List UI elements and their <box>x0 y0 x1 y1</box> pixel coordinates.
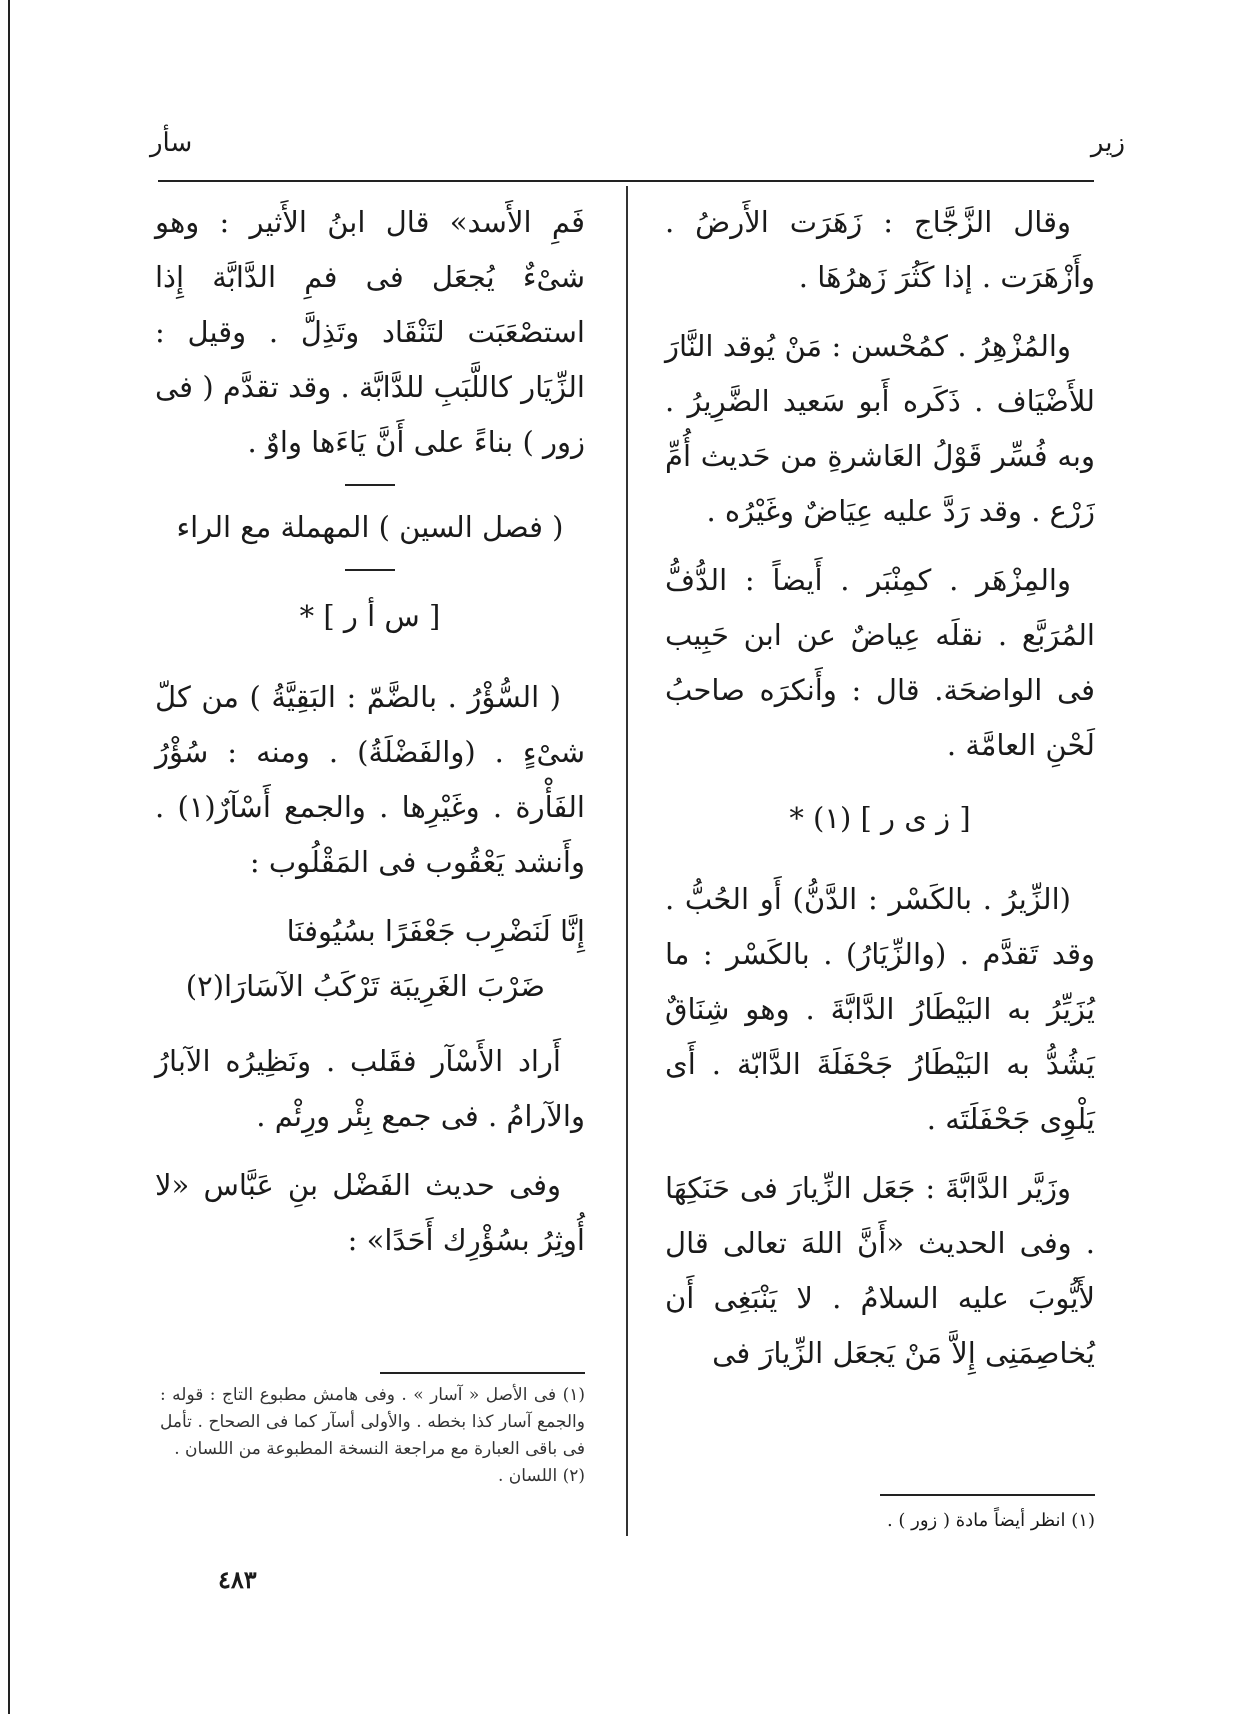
paragraph: ( السُّؤْرُ . بالضَّمّ : البَقِيَّةُ ) من كلّ شىْءٍ . (والفَضْلَةُ) . ومنه : سُؤْرُ الفَأْرة . وغَيْرِها . والجمع أَسْآرٌ(١) . وأَنشد يَعْقُوب فى المَقْلُوب : <box>155 680 585 879</box>
running-header-left: سأر <box>150 128 193 158</box>
paragraph: (الزِّيرُ . بالكَسْر : الدَّنُّ) أَو الحُبُّ . وقد تَقدَّم . (والزِّيَارُ) . بالكَسْر : ما يُزَيِّرُ به البَيْطَارُ الدَّابَّةَ . وهو شِنَاقٌ يَشُدُّ به البَيْطَارُ جَحْفَلَةَ الدَّابّة . أَى يَلْوِى جَحْفَلَتَه . <box>665 882 1095 1136</box>
paragraph: أَراد الأَسْآر فقَلب . ونَظِيرُه الآبارُ والآرامُ . فى جمع بِئْر ورِئْم . <box>155 1044 585 1133</box>
footnotes-left <box>160 1382 585 1490</box>
paragraph: والمِزْهَر . كمِنْبَر . أَيضاً : الدُّفُّ المُرَبَّع . نقلَه عِياضٌ عن ابن حَبِيب فى الواضحَة. قال : وأَنكرَه صاحبُ لَحْنِ العامَّة . <box>665 563 1095 762</box>
page-number: ٤٨٣ <box>218 1565 257 1594</box>
entry-heading: [ س أ ر ] * <box>299 599 441 633</box>
verse <box>155 904 585 1014</box>
paragraph: وفى حديث الفَضْل بنِ عَبَّاس «لا أُوثِرُ بسُؤْرِك أَحَدًا» : <box>155 1168 585 1257</box>
entry-heading: [ ز ى ر ] (١) * <box>789 801 971 835</box>
section-rule <box>345 484 395 486</box>
footnote: (٢) اللسان . <box>498 1466 585 1486</box>
running-header-right: زير <box>1090 128 1125 158</box>
footnote-right: (١) انظر أيضاً مادة ( زور ) . <box>886 1510 1095 1531</box>
section-rule <box>345 569 395 571</box>
paragraph: وقال الزَّجَّاج : زَهَرَت الأَرضُ . وأَزْهَرَت . إذا كَثُرَ زَهرُهَا . <box>665 205 1095 294</box>
verse-line: ضَرْبَ الغَرِيبَة تَرْكَبُ الآسَارَا(٢) <box>185 969 545 1003</box>
section-title: ( فصل السين ) المهملة مع الراء <box>176 510 564 544</box>
paragraph: والمُزْهِرُ . كمُحْسن : مَنْ يُوقد النَّارَ للأَضْيَاف . ذَكَره أَبو سَعيد الضَّرِيرُ . وبه فُسِّر قَوْلُ العَاشرةِ من حَديث أُمِّ زَرْع . وقد رَدَّ عليه عِيَاضٌ وغَيْرُه . <box>665 329 1095 528</box>
paragraph: فَمِ الأَسد» قال ابنُ الأَثير : وهو شىْءٌ يُجعَل فى فمِ الدَّابَّة إِذا استصْعَبَت لتَنْقَاد وتَذِلَّ . وقيل : الزِّيَار كاللَّبَبِ للدَّابَّة . وقد تقدَّم ( فى زور ) بناءً على أَنَّ يَاءَها واوٌ . <box>155 205 585 459</box>
verse-line: إِنَّا لَنَضْرِب جَعْفَرًا بسُيُوفنَا <box>286 914 585 948</box>
paragraph: وزَيَّر الدَّابَّةَ : جَعَل الزِّيارَ فى حَنَكِهَا . وفى الحديث «أَنَّ اللهَ تعالى قال لأَيُّوبَ عليه السلامُ . لا يَنْبَغِى أَن يُخاصِمَنِى إِلاَّ مَنْ يَجعَل الزِّيارَ فى <box>665 1171 1095 1370</box>
left-column <box>155 195 585 1282</box>
header-rule <box>158 180 1094 182</box>
column-divider <box>626 186 628 1536</box>
footnote-rule <box>880 1494 1095 1496</box>
footnote-rule <box>380 1372 585 1374</box>
right-column <box>665 195 1095 1395</box>
page-edge-line <box>8 0 10 1714</box>
footnote: (١) فى الأصل « آسار » . وفى هامش مطبوع التاج : قوله : والجمع آسار كذا بخطه . والأولى أسآر كما فى الصحاح . تأمل فى باقى العبارة مع مراجعة النسخة المطبوعة من اللسان . <box>160 1385 585 1459</box>
